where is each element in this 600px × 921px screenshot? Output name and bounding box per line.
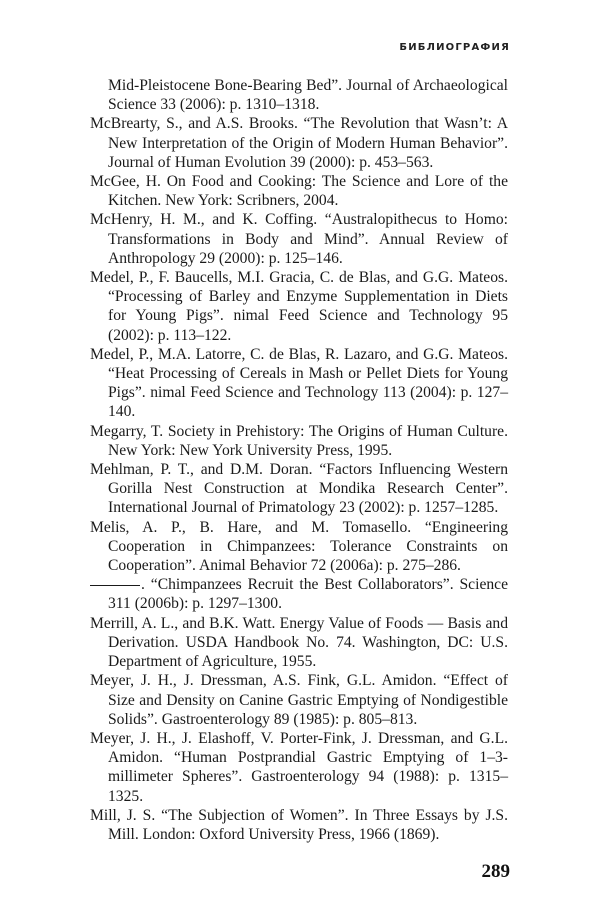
bibliography-entry: Merrill, A. L., and B.K. Watt. Energy Value of Foods — Basis and Derivation. USDA Handbook No. 74. Washington, DC: U.S. Department of Agriculture, 1955. xyxy=(90,614,508,671)
bibliography-list xyxy=(90,76,508,844)
bibliography-entry-same-author xyxy=(90,575,508,613)
bibliography-entry: Mid-Pleistocene Bone-Bearing Bed”. Journal of Archaeological Science 33 (2006): p. 1310–1318. xyxy=(108,77,508,114)
bibliography-entry: Melis, A. P., B. Hare, and M. Tomasello. “Engineering Cooperation in Chimpanzees: Tolerance Constraints on Cooperation”. Animal Behavior 72 (2006a): p. 275–286. xyxy=(90,518,508,575)
bibliography-entry: Medel, P., M.A. Latorre, C. de Blas, R. Lazaro, and G.G. Mateos. “Heat Processing of Cereals in Mash or Pellet Diets for Young Pigs”. nimal Feed Science and Technology 113 (2004): p. 127–140. xyxy=(90,345,508,421)
bibliography-entry: McHenry, H. M., and K. Coffing. “Australopithecus to Homo: Transformations in Body and Mind”. Annual Review of Anthropology 29 (2000): p. 125–146. xyxy=(90,211,508,267)
same-author-dash xyxy=(90,585,140,586)
bibliography-entry: Mill, J. S. “The Subjection of Women”. In Three Essays by J.S. Mill. London: Oxford University Press, 1966 (1869). xyxy=(90,806,508,843)
bibliography-entry: Meyer, J. H., J. Elashoff, V. Porter-Fink, J. Dressman, and G.L. Amidon. “Human Postprandial Gastric Emptying of 1–3-millimeter Spheres”. Gastroenterology 94 (1988): p. 1315–1325. xyxy=(90,729,508,805)
bibliography-entry: Megarry, T. Society in Prehistory: The Origins of Human Culture. New York: New York University Press, 1995. xyxy=(90,422,508,459)
bibliography-entry: McGee, H. On Food and Cooking: The Science and Lore of the Kitchen. New York: Scribners, 2004. xyxy=(90,173,508,210)
bibliography-entry: Mehlman, P. T., and D.M. Doran. “Factors Influencing Western Gorilla Nest Construction at Mondika Research Center”. International Journal of Primatology 23 (2002): p. 1257–1285. xyxy=(90,461,508,517)
running-head: БИБЛИОГРАФИЯ xyxy=(399,42,510,53)
page-number: 289 xyxy=(481,861,510,882)
bibliography-entry: McBrearty, S., and A.S. Brooks. “The Revolution that Wasn’t: A New Interpretation of the Origin of Modern Human Behavior”. Journal of Human Evolution 39 (2000): p. 453–563. xyxy=(90,115,508,171)
bibliography-entry: Medel, P., F. Baucells, M.I. Gracia, C. de Blas, and G.G. Mateos. “Processing of Barley and Enzyme Supplementation in Diets for Young Pigs”. nimal Feed Science and Technology 95 (2002): p. 113–122. xyxy=(90,269,508,344)
bibliography-entry: Meyer, J. H., J. Dressman, A.S. Fink, G.L. Amidon. “Effect of Size and Density on Canine Gastric Emptying of Nondigestible Solids”. Gastroenterology 89 (1985): p. 805–813. xyxy=(90,672,508,728)
bibliography-entry-text: . “Chimpanzees Recruit the Best Collaborators”. Science 311 (2006b): p. 1297–1300. xyxy=(108,576,508,613)
